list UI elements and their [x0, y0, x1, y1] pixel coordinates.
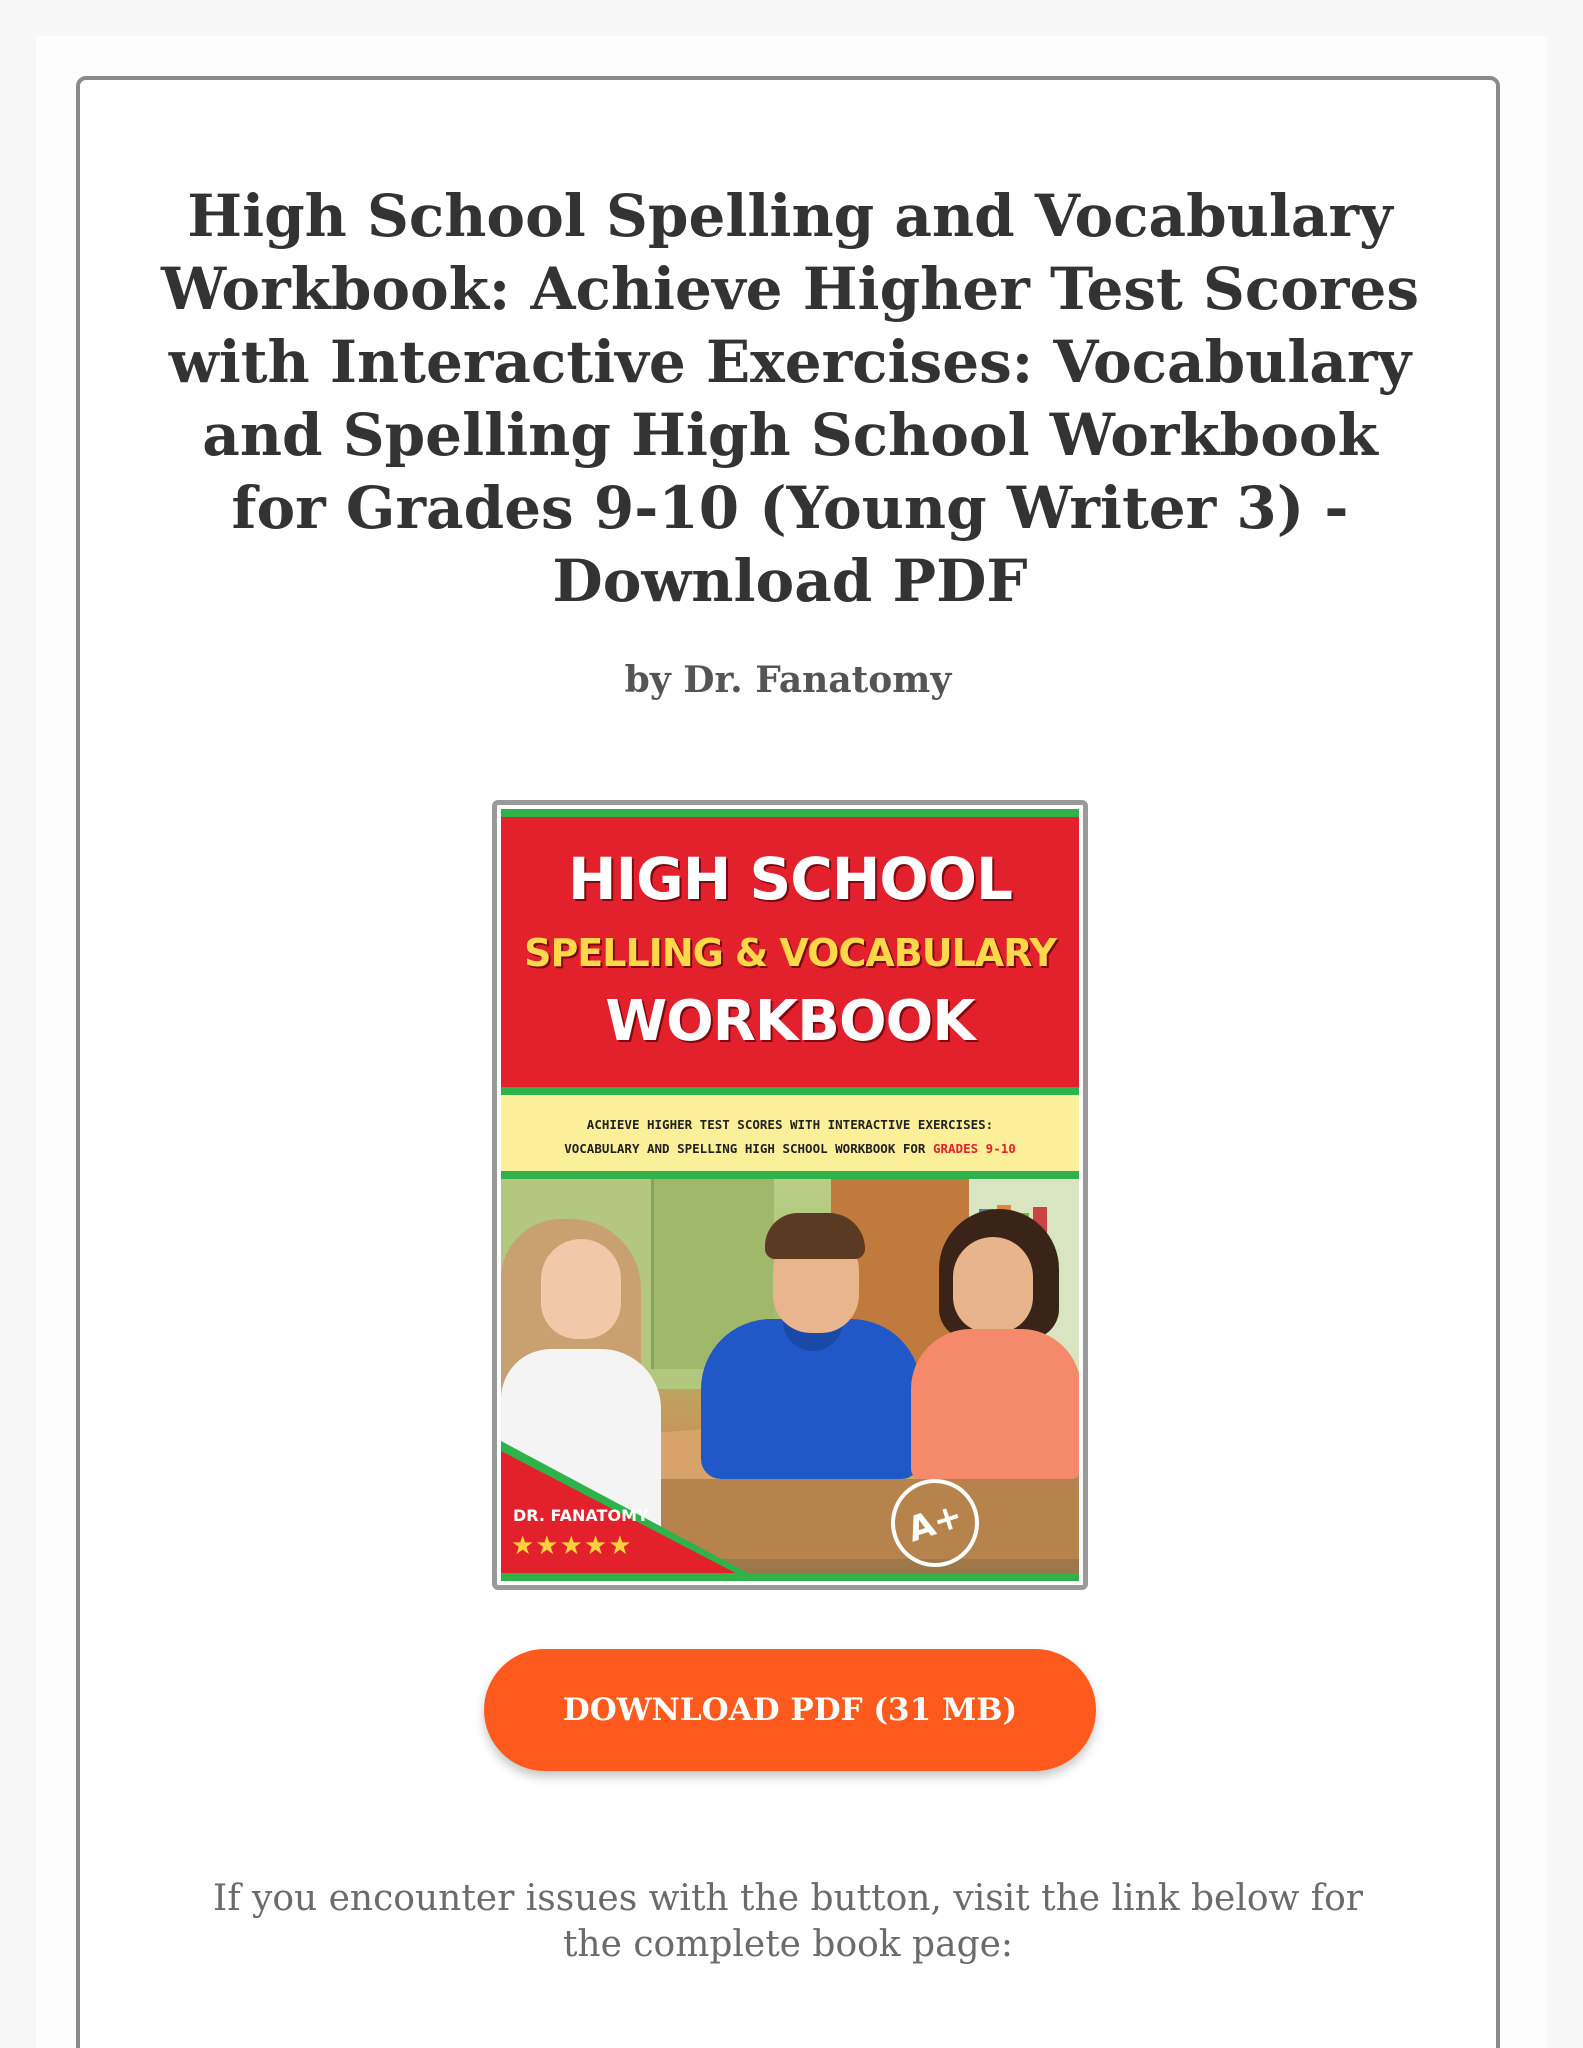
- cover-author: DR. FANATOMY: [513, 1506, 649, 1525]
- cover-title-line-2: SPELLING & VOCABULARY: [524, 931, 1056, 975]
- cover-photo-students: [501, 1179, 1079, 1581]
- star-rating-icon: ★★★★★: [511, 1531, 633, 1561]
- book-card: [76, 76, 1500, 2048]
- cover-subtitle-prefix: VOCABULARY AND SPELLING HIGH SCHOOL WORKBOOK FOR: [564, 1141, 933, 1156]
- cover-subtitle-band: [501, 1095, 1079, 1179]
- help-text: If you encounter issues with the button, visit the link below for the complete book page:: [213, 1878, 1363, 1965]
- cover-subtitle-grades: GRADES 9-10: [932, 1141, 1016, 1156]
- book-cover-image: [492, 800, 1088, 1590]
- book-title: High School Spelling and Vocabulary Workbook: Achieve Higher Test Scores with Interactive Exercises: Vocabulary and Spelling High School Workbook for Grades 9-10 (Young Writer 3) - Download PDF: [160, 182, 1420, 615]
- download-pdf-button[interactable]: DOWNLOAD PDF (31 MB): [484, 1649, 1096, 1771]
- cover-title-line-1: HIGH SCHOOL: [568, 845, 1012, 913]
- cover-title-band: [501, 809, 1079, 1095]
- grade-a-plus-mark: A+: [880, 1468, 991, 1579]
- cover-subtitle-line-1: ACHIEVE HIGHER TEST SCORES WITH INTERACTIVE EXERCISES:: [586, 1117, 994, 1132]
- cover-subtitle-line-2: [501, 1141, 1079, 1156]
- cover-title-line-3: WORKBOOK: [605, 989, 975, 1054]
- book-author: by Dr. Fanatomy: [624, 659, 952, 701]
